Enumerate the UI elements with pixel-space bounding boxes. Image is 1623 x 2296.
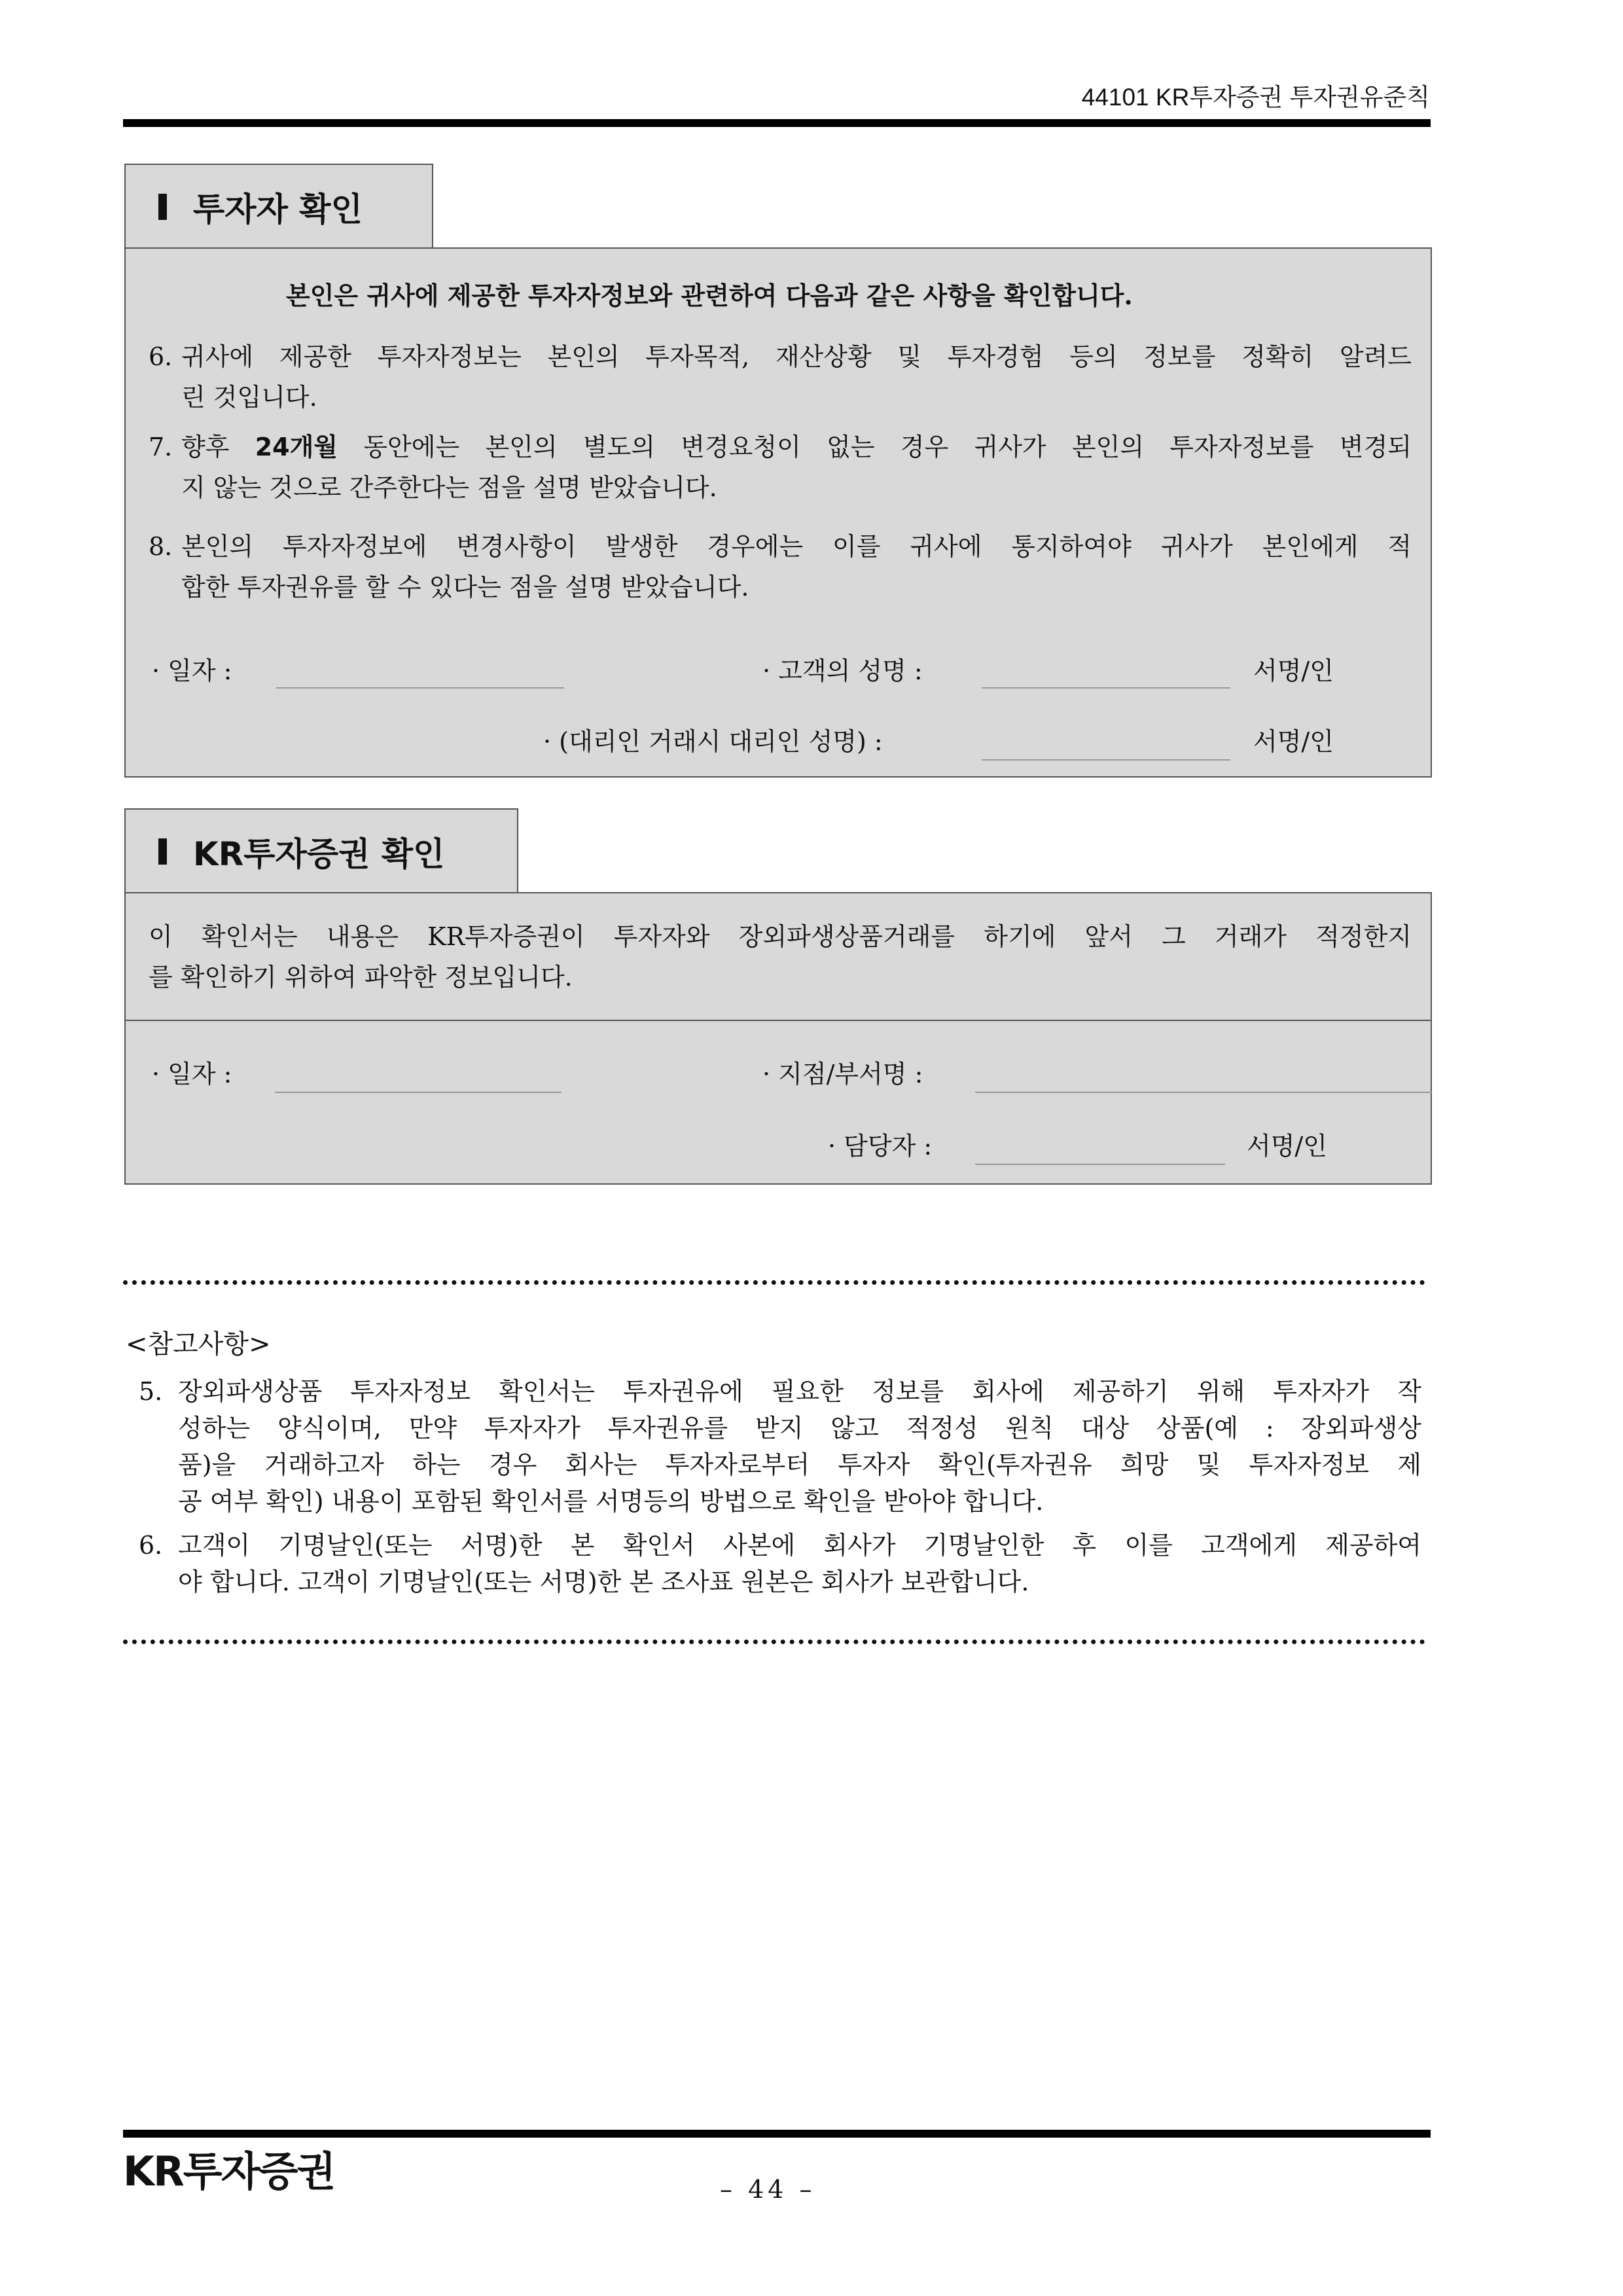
note-line: 품)을 거래하고자 하는 경우 회사는 투자자로부터 투자자 확인(투자권유 희망 및 투자자정보 제 bbox=[178, 1450, 1421, 1479]
item-number: 6. bbox=[149, 342, 173, 371]
section-company-confirm-tab bbox=[124, 808, 518, 893]
manager-sign-label: 서명/인 bbox=[1247, 1132, 1327, 1160]
date-label: · 일자 : bbox=[152, 656, 232, 685]
note-item-5 bbox=[139, 1373, 1421, 1520]
note-line: 공 여부 확인) 내용이 포함된 확인서를 서명등의 방법으로 확인을 받아야 합니다. bbox=[178, 1487, 1044, 1516]
notes-bottom-divider bbox=[123, 1640, 1425, 1644]
note-line: 성하는 양식이며, 만약 투자자가 투자권유를 받지 않고 적정성 원칙 대상 상품(예 : 장외파생상 bbox=[178, 1414, 1421, 1443]
item-line: 귀사에 제공한 투자자정보는 본인의 투자목적, 재산상황 및 투자경험 등의 정보를 정확히 알려드 bbox=[181, 342, 1412, 371]
note-line: 야 합니다. 고객이 기명날인(또는 서명)한 본 조사표 원본은 회사가 보관합니다. bbox=[178, 1568, 1029, 1596]
agent-sign-label: 서명/인 bbox=[1253, 727, 1334, 756]
notes-top-divider bbox=[123, 1280, 1425, 1285]
company-confirm-divider bbox=[124, 1020, 1432, 1021]
text-line: 를 확인하기 위하여 파악한 정보입니다. bbox=[149, 963, 573, 992]
confirm-item-6 bbox=[149, 336, 1412, 418]
item-line: 합한 투자권유를 할 수 있다는 점을 설명 받았습니다. bbox=[181, 573, 749, 601]
item-text: 향후 bbox=[181, 433, 255, 461]
branch-field[interactable] bbox=[975, 1092, 1432, 1093]
text-line: 이 확인서는 내용은 KR투자증권이 투자자와 장외파생상품거래를 하기에 앞서 그 거래가 적정한지 bbox=[149, 922, 1412, 951]
company-logo: KR투자증권 bbox=[123, 2147, 335, 2195]
item-text: 동안에는 본인의 별도의 변경요청이 없는 경우 귀사가 본인의 투자자정보를 변경되 bbox=[338, 433, 1412, 461]
agent-name-field[interactable] bbox=[982, 759, 1230, 761]
confirm-item-7 bbox=[149, 427, 1412, 508]
note-line: 고객이 기명날인(또는 서명)한 본 확인서 사본에 회사가 기명날인한 후 이를 고객에게 제공하여 bbox=[178, 1531, 1421, 1560]
section-title: 투자자 확인 bbox=[193, 190, 363, 228]
item-line: 린 것입니다. bbox=[181, 383, 317, 412]
item-number: 7. bbox=[149, 433, 173, 461]
section-investor-confirm-tab bbox=[124, 164, 433, 249]
item-emphasis: 24개월 bbox=[255, 433, 338, 461]
document-header-title: 44101 KR투자증권 투자권유준칙 bbox=[1081, 84, 1430, 111]
note-number: 5. bbox=[139, 1377, 163, 1406]
section-marker-icon bbox=[158, 838, 167, 865]
manager-field[interactable] bbox=[975, 1164, 1225, 1165]
company-date-field[interactable] bbox=[275, 1092, 562, 1093]
notes-title: <참고사항> bbox=[126, 1329, 271, 1359]
footer-rule bbox=[123, 2130, 1431, 2138]
branch-label: · 지점/부서명 : bbox=[762, 1060, 923, 1088]
note-number: 6. bbox=[139, 1531, 163, 1560]
customer-name-label: · 고객의 성명 : bbox=[762, 656, 923, 685]
company-date-label: · 일자 : bbox=[152, 1060, 232, 1088]
note-line: 장외파생상품 투자자정보 확인서는 투자권유에 필요한 정보를 회사에 제공하기 위해 투자자가 작 bbox=[178, 1377, 1421, 1406]
item-number: 8. bbox=[149, 532, 173, 561]
header-rule bbox=[123, 119, 1431, 127]
customer-sign-label: 서명/인 bbox=[1253, 656, 1334, 685]
date-field[interactable] bbox=[276, 687, 564, 689]
note-item-6 bbox=[139, 1527, 1421, 1600]
item-line: 본인의 투자자정보에 변경사항이 발생한 경우에는 이를 귀사에 통지하여야 귀사가 본인에게 적 bbox=[181, 532, 1412, 561]
page-number: – 44 – bbox=[720, 2175, 816, 2204]
investor-confirm-box bbox=[124, 247, 1432, 778]
item-line: 지 않는 것으로 간주한다는 점을 설명 받았습니다. bbox=[181, 473, 717, 502]
agent-name-label: · (대리인 거래시 대리인 성명) : bbox=[543, 727, 883, 756]
company-confirm-text bbox=[149, 916, 1412, 997]
item-line bbox=[149, 427, 1412, 467]
customer-name-field[interactable] bbox=[982, 687, 1230, 689]
section-title: KR투자증권 확인 bbox=[193, 835, 445, 873]
manager-label: · 담당자 : bbox=[828, 1132, 933, 1160]
investor-confirm-intro: 본인은 귀사에 제공한 투자자정보와 관련하여 다음과 같은 사항을 확인합니다. bbox=[286, 281, 1133, 310]
section-marker-icon bbox=[158, 194, 167, 220]
confirm-item-8 bbox=[149, 526, 1412, 607]
